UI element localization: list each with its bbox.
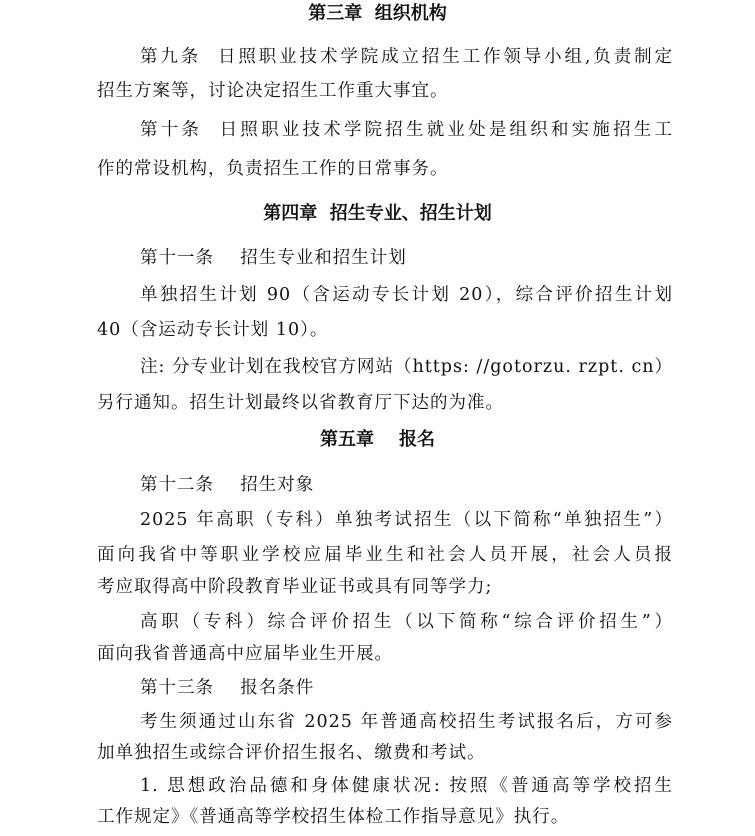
note-line-2: 另行通知。招生计划最终以省教育厅下达的为准。 <box>97 393 504 413</box>
article-10-line-2: 作的常设机构，负责招生工作的日常事务。 <box>97 159 449 179</box>
comprehensive-enrollment-line-2: 面向我省普通高中应届毕业生开展。 <box>97 644 393 664</box>
requirement-line-2: 加单独招生或综合评价招生报名、缴费和考试。 <box>97 743 486 763</box>
chapter-3-title: 第三章 组织机构 <box>308 3 447 24</box>
article-9-line-1: 第九条 日照职业技术学院成立招生工作领导小组,负责制定 <box>140 47 673 67</box>
note-line-1: 注: 分专业计划在我校官方网站（https: //gotorzu. rzpt. cn） <box>140 357 674 377</box>
article-12-title: 第十二条 招生对象 <box>140 475 315 495</box>
plan-line-1: 单独招生计划 90（含运动专长计划 20），综合评价招生计划 <box>140 285 673 305</box>
single-enrollment-line-2: 面向我省中等职业学校应届毕业生和社会人员开展，社会人员报 <box>97 545 673 565</box>
comprehensive-enrollment-line-1: 高职（专科）综合评价招生（以下简称“综合评价招生”） <box>140 612 673 632</box>
plan-line-2: 40（含运动专长计划 10）。 <box>97 320 329 340</box>
article-10-line-1: 第十条 日照职业技术学院招生就业处是组织和实施招生工 <box>140 120 673 140</box>
article-11-title: 第十一条 招生专业和招生计划 <box>140 248 407 268</box>
single-enrollment-line-3: 考应取得高中阶段教育毕业证书或具有同等学力; <box>97 577 493 597</box>
requirement-line-1: 考生须通过山东省 2025 年普通高校招生考试报名后，方可参 <box>140 712 673 732</box>
item-1-line-2: 工作规定》《普通高等学校招生体检工作指导意见》执行。 <box>97 807 570 827</box>
article-9-line-2: 招生方案等，讨论决定招生工作重大事宜。 <box>97 81 449 101</box>
article-13-title: 第十三条 报名条件 <box>140 678 315 698</box>
chapter-4-title: 第四章 招生专业、招生计划 <box>263 203 492 224</box>
single-enrollment-line-1: 2025 年高职（专科）单独考试招生（以下简称“单独招生”） <box>140 510 673 530</box>
item-1-line-1: 1. 思想政治品德和身体健康状况: 按照《普通高等学校招生 <box>140 776 673 796</box>
chapter-5-title: 第五章 报名 <box>319 429 436 450</box>
